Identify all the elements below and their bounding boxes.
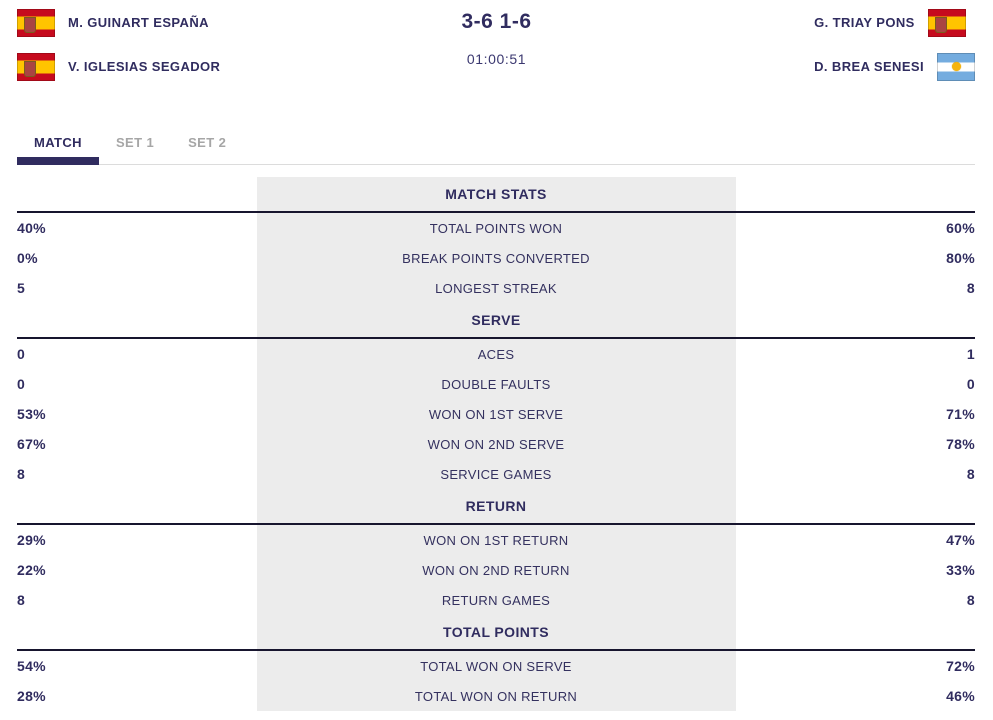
section-header-spacer (736, 177, 976, 211)
stat-value-left: 54% (17, 658, 46, 674)
stat-value-right: 46% (946, 688, 975, 704)
player-row (814, 52, 975, 81)
stat-cell-right (736, 399, 976, 429)
stat-cell-right (736, 555, 976, 585)
stat-value-left: 0 (17, 376, 26, 392)
stat-row (17, 243, 975, 273)
stats-section-header (17, 177, 975, 213)
stat-cell-right (736, 681, 976, 711)
stat-cell-right (736, 429, 976, 459)
flag-spain-icon (928, 9, 966, 37)
stat-cell-left (17, 273, 257, 303)
stat-cell-label (257, 681, 736, 711)
match-score: 3-6 1-6 (461, 10, 532, 33)
stat-value-left: 53% (17, 406, 46, 422)
stat-cell-label (257, 651, 736, 681)
stat-cell-label (257, 213, 736, 243)
stat-row (17, 651, 975, 681)
stat-cell-right (736, 369, 976, 399)
stat-value-right: 80% (946, 250, 975, 266)
tab-set-2[interactable]: SET 2 (171, 127, 243, 164)
stat-value-right: 60% (946, 220, 975, 236)
stat-cell-label (257, 273, 736, 303)
stat-label: WON ON 2ND SERVE (427, 436, 565, 452)
stat-cell-right (736, 213, 976, 243)
team-left (17, 8, 220, 81)
stat-value-left: 67% (17, 436, 46, 452)
stat-value-left: 29% (17, 532, 46, 548)
section-header-spacer (17, 615, 257, 649)
stat-value-left: 8 (17, 592, 26, 608)
stat-label: TOTAL POINTS WON (429, 220, 563, 236)
stat-cell-label (257, 399, 736, 429)
stat-cell-right (736, 651, 976, 681)
stat-cell-left (17, 243, 257, 273)
player-name: V. IGLESIAS SEGADOR (68, 59, 221, 74)
stats-tabs (17, 127, 975, 165)
stat-label: WON ON 2ND RETURN (422, 562, 570, 578)
stat-value-left: 5 (17, 280, 26, 296)
stat-value-right: 78% (946, 436, 975, 452)
stat-label: WON ON 1ST SERVE (428, 406, 564, 422)
stat-value-left: 40% (17, 220, 46, 236)
section-header-spacer (17, 303, 257, 337)
stat-cell-left (17, 525, 257, 555)
stat-cell-right (736, 585, 976, 615)
stat-label: TOTAL WON ON SERVE (420, 658, 572, 674)
stat-value-right: 33% (946, 562, 975, 578)
stat-label: DOUBLE FAULTS (441, 376, 551, 392)
stat-value-left: 0 (17, 346, 26, 362)
player-row (814, 8, 975, 37)
stat-label: SERVICE GAMES (440, 466, 552, 482)
stats-section-title: RETURN (257, 489, 736, 523)
stat-value-right: 72% (946, 658, 975, 674)
stats-section-header (17, 303, 975, 339)
stats-table (17, 177, 975, 711)
stat-row (17, 273, 975, 303)
stat-cell-left (17, 429, 257, 459)
stat-label: TOTAL WON ON RETURN (414, 688, 578, 704)
section-header-spacer (736, 303, 976, 337)
stat-value-right: 0 (966, 376, 975, 392)
stat-value-left: 0% (17, 250, 38, 266)
stats-section-header (17, 489, 975, 525)
stat-cell-left (17, 399, 257, 429)
stat-value-right: 47% (946, 532, 975, 548)
flag-spain-icon (17, 9, 55, 37)
stat-cell-label (257, 585, 736, 615)
stat-value-right: 8 (966, 280, 975, 296)
stat-cell-label (257, 555, 736, 585)
stat-row (17, 369, 975, 399)
stats-section-title: TOTAL POINTS (257, 615, 736, 649)
stats-section-title: MATCH STATS (257, 177, 736, 211)
stat-value-left: 28% (17, 688, 46, 704)
flag-spain-icon (17, 53, 55, 81)
stat-cell-left (17, 339, 257, 369)
stat-cell-label (257, 339, 736, 369)
stat-row (17, 429, 975, 459)
stat-value-right: 8 (966, 592, 975, 608)
stat-row (17, 585, 975, 615)
stat-label: LONGEST STREAK (435, 280, 557, 296)
stat-row (17, 555, 975, 585)
match-duration: 01:00:51 (466, 51, 527, 67)
stat-value-left: 8 (17, 466, 26, 482)
section-header-spacer (17, 489, 257, 523)
stat-value-right: 8 (966, 466, 975, 482)
stat-cell-label (257, 459, 736, 489)
stat-value-right: 71% (946, 406, 975, 422)
section-header-spacer (736, 615, 976, 649)
stats-section-title: SERVE (257, 303, 736, 337)
stat-cell-label (257, 525, 736, 555)
player-name: D. BREA SENESI (814, 59, 924, 74)
stat-cell-left (17, 213, 257, 243)
team-right (814, 8, 975, 81)
player-name: G. TRIAY PONS (814, 15, 915, 30)
stat-cell-left (17, 585, 257, 615)
tab-match[interactable]: MATCH (17, 127, 99, 164)
stat-cell-right (736, 339, 976, 369)
flag-argentina-icon (937, 53, 975, 81)
stat-value-left: 22% (17, 562, 46, 578)
stat-cell-right (736, 243, 976, 273)
player-row (17, 52, 220, 81)
stat-cell-right (736, 459, 976, 489)
stat-cell-label (257, 429, 736, 459)
section-header-spacer (736, 489, 976, 523)
stat-row (17, 525, 975, 555)
player-row (17, 8, 220, 37)
stat-row (17, 459, 975, 489)
stat-cell-right (736, 525, 976, 555)
stat-cell-left (17, 681, 257, 711)
stat-label: ACES (477, 346, 515, 362)
match-header (0, 0, 993, 104)
stat-cell-left (17, 651, 257, 681)
stat-label: RETURN GAMES (441, 592, 551, 608)
stat-cell-left (17, 555, 257, 585)
stat-row (17, 399, 975, 429)
stat-cell-left (17, 369, 257, 399)
tab-set-1[interactable]: SET 1 (99, 127, 171, 164)
player-name: M. GUINART ESPAÑA (68, 15, 209, 30)
section-header-spacer (17, 177, 257, 211)
stat-row (17, 339, 975, 369)
stat-label: BREAK POINTS CONVERTED (402, 250, 590, 266)
stat-row (17, 681, 975, 711)
stats-section-header (17, 615, 975, 651)
stat-label: WON ON 1ST RETURN (423, 532, 569, 548)
stat-cell-label (257, 243, 736, 273)
stat-cell-left (17, 459, 257, 489)
stat-cell-right (736, 273, 976, 303)
stat-cell-label (257, 369, 736, 399)
stat-value-right: 1 (966, 346, 975, 362)
stat-row (17, 213, 975, 243)
